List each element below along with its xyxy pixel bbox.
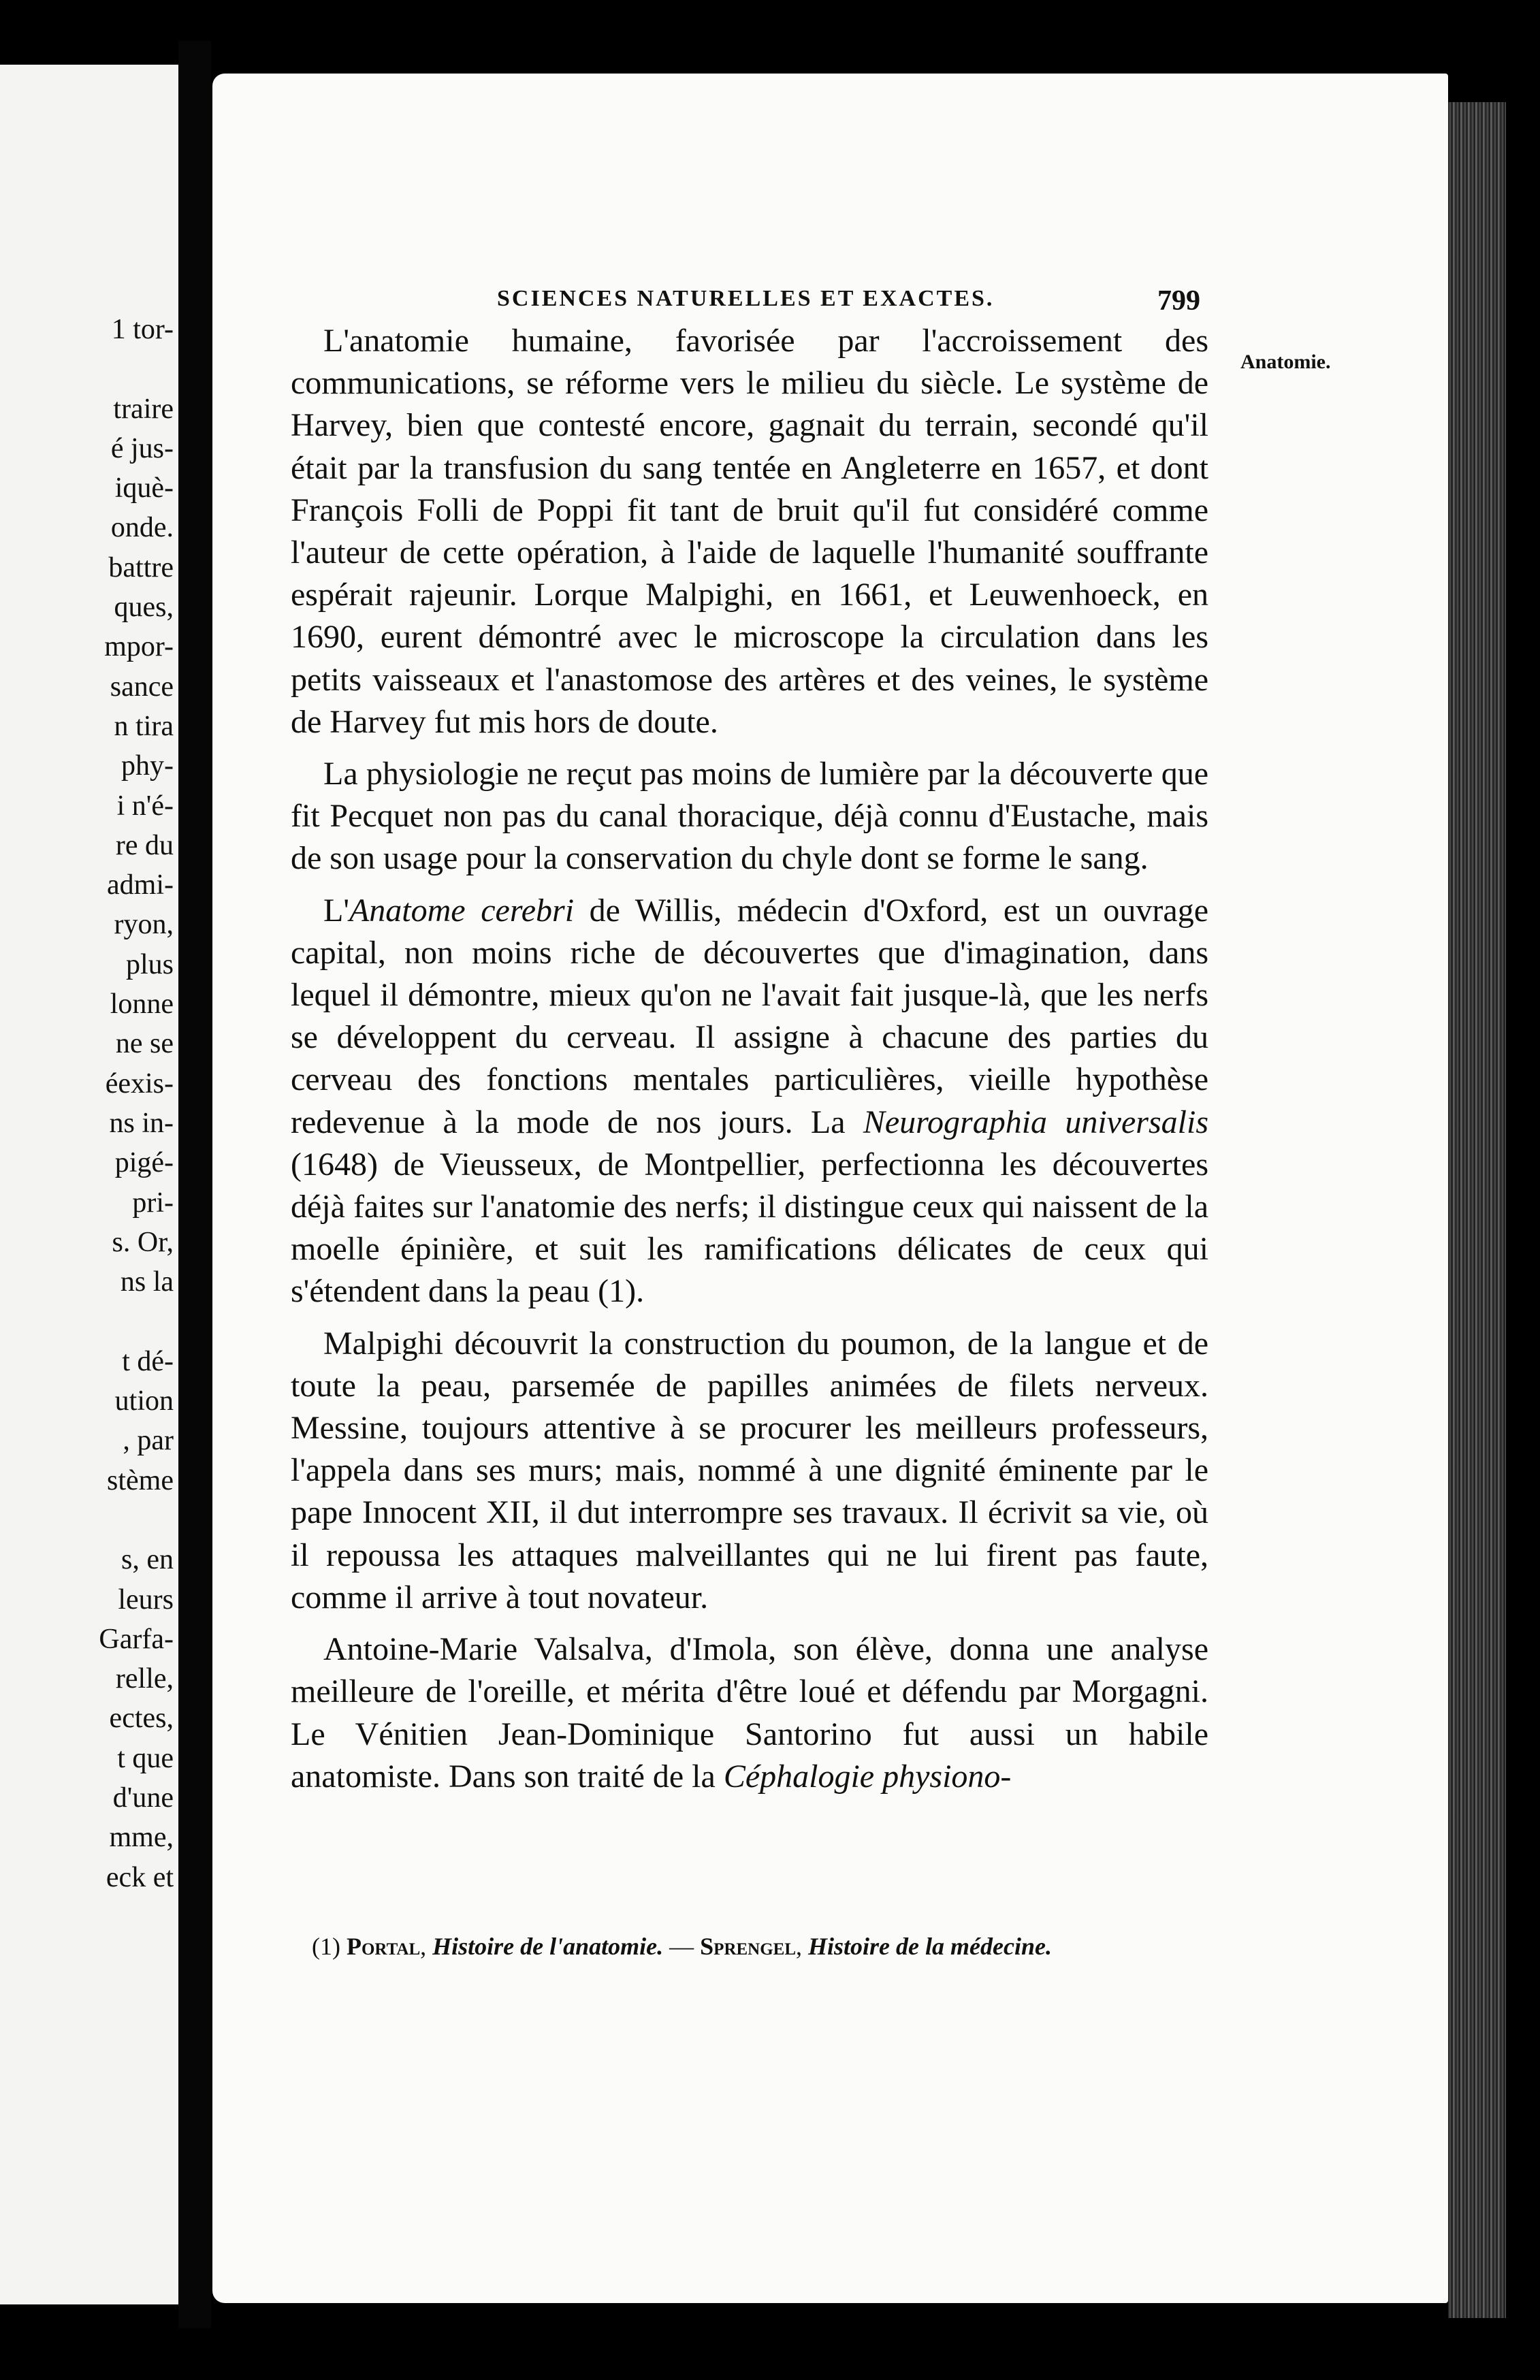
left-page-line: s, en	[121, 1544, 174, 1576]
p3-text-c: (1648) de Vieusseux, de Montpellier, perfectionna les découvertes déjà faites sur l'anatomie des nerfs; il distingue ceux qui naissent de la moelle épinière, et suit les ramifications délicates de ceux qui s'étendent dans la peau (1).	[291, 1146, 1208, 1310]
footnote-author-portal: Portal	[346, 1933, 421, 1960]
left-page-line: re du	[115, 829, 174, 861]
running-head: SCIENCES NATURELLES ET EXACTES.	[497, 286, 995, 311]
title-anatome-cerebri: Anatome cerebri	[349, 892, 575, 929]
left-page-line: relle,	[115, 1663, 174, 1695]
left-page-line: mpor-	[104, 631, 174, 663]
footnote-title-1: Histoire de l'anatomie.	[432, 1933, 664, 1960]
paragraph-3	[291, 890, 1208, 1313]
footnote-author-sprengel: Sprengel	[700, 1933, 797, 1960]
footnote-sep-1: ,	[420, 1933, 433, 1960]
page-number: 799	[1157, 285, 1200, 317]
left-page-line: t dé-	[122, 1345, 174, 1377]
left-page-line: battre	[108, 551, 174, 583]
p5-text-a: Antoine-Marie Valsalva, d'Imola, son élève, donna une analyse meilleure de l'oreille, et mérita d'être loué et défendu par Morgagni. Le Vénitien Jean-Dominique Santorino fut aussi un habile anatomiste. Dans son traité de la	[291, 1631, 1208, 1795]
left-page-line	[0, 1302, 174, 1341]
left-page-line: ution	[114, 1385, 174, 1417]
left-page-line	[0, 1500, 174, 1540]
footnote-title-2: Histoire de la médecine.	[808, 1933, 1052, 1960]
left-page-text	[0, 310, 174, 1897]
left-page-line: traire	[113, 393, 174, 425]
paragraph-1: L'anatomie humaine, favorisée par l'accroissement des communications, se réforme vers le milieu du siècle. Le système de Harvey, bien que contesté encore, gagnait du terrain, secondé qu'il était par la transfusion du sang tentée en Angleterre en 1657, et dont François Folli de Poppi fit tant de bruit qu'il fut considéré comme l'auteur de cette opération, à l'aide de laquelle l'humanité souffrante espérait rajeunir. Lorque Malpighi, en 1661, et Leuwenhoeck, en 1690, eurent démontré avec le microscope la circulation dans les petits vaisseaux et l'anastomose des artères et des veines, le système de Harvey fut mis hors de doute.	[291, 323, 1208, 740]
left-page-line: iquè-	[114, 472, 174, 504]
left-page-line: sance	[110, 671, 174, 703]
left-page-line: phy-	[121, 750, 174, 782]
left-page-line: lonne	[110, 988, 174, 1020]
left-page-line: 1 tor-	[111, 314, 174, 345]
left-page	[0, 65, 178, 2304]
left-page-line: ques,	[114, 592, 174, 624]
left-page-line: Garfa-	[99, 1623, 174, 1655]
title-neurographia: Neurographia universalis	[863, 1104, 1209, 1140]
left-page-line: i n'é-	[116, 790, 174, 822]
footnote-sep-2: ,	[796, 1933, 809, 1960]
left-page-line: pri-	[132, 1187, 174, 1219]
left-page-line: n tira	[114, 710, 174, 742]
p3-text-a: L'	[323, 892, 349, 929]
paragraph-2: La physiologie ne reçut pas moins de lumière par la découverte que fit Pecquet non pas du canal thoracique, déjà connu d'Eustache, mais de son usage pour la conservation du chyle dont se forme le sang.	[291, 756, 1208, 877]
left-page-line: , par	[123, 1425, 174, 1457]
left-page-line: d'une	[112, 1782, 174, 1814]
title-cephalogie: Céphalogie physiono-	[723, 1758, 1012, 1795]
left-page-line: ectes,	[109, 1703, 174, 1735]
footnote-marker: (1)	[312, 1933, 347, 1960]
left-page-line: eck et	[106, 1861, 174, 1893]
paragraph-5	[291, 1628, 1208, 1798]
margin-note: Anatomie.	[1240, 351, 1331, 373]
left-page-line: s. Or,	[112, 1226, 174, 1258]
footnote	[293, 1930, 1205, 1963]
left-page-line: plus	[125, 948, 174, 980]
left-page-line: leurs	[118, 1583, 174, 1615]
left-page-line: éexis-	[105, 1067, 174, 1099]
body-text	[291, 320, 1208, 1807]
left-page-line: mme,	[109, 1822, 174, 1854]
left-page-line: onde.	[110, 512, 174, 544]
page-edge	[1448, 102, 1506, 2318]
left-page-line	[0, 349, 174, 389]
left-page-line: t que	[117, 1742, 174, 1774]
left-page-line: pigé-	[114, 1147, 174, 1179]
left-page-line: admi-	[107, 869, 174, 901]
book-spine	[178, 41, 211, 2328]
p3-text-b: de Willis, médecin d'Oxford, est un ouvrage capital, non moins riche de découvertes que d'imagination, dans lequel il démontre, mieux qu'on ne l'avait fait jusque-là, que les nerfs se développent du cerveau. Il assigne à chacune des parties du cerveau des fonctions mentales particulières, vieille hypothèse redevenue à la mode de nos jours. La	[291, 892, 1209, 1140]
left-page-line: ne se	[115, 1028, 174, 1060]
left-page-line: stème	[107, 1464, 174, 1496]
left-page-line: ns in-	[109, 1107, 174, 1139]
left-page-line: é jus-	[110, 432, 174, 464]
paragraph-4: Malpighi découvrit la construction du poumon, de la langue et de toute la peau, parsemée de papilles animées de filets nerveux. Messine, toujours attentive à se procurer les meilleurs professeurs, l'appela dans ses murs; mais, nommé à une dignité éminente par le pape Innocent XII, il dut interrompre ses travaux. Il écrivit sa vie, où il repoussa les attaques malveillantes qui ne lui firent pas faute, comme il arrive à tout novateur.	[291, 1325, 1208, 1615]
left-page-line: ryon,	[114, 909, 174, 941]
footnote-dash: —	[663, 1933, 701, 1960]
left-page-line: ns la	[120, 1266, 174, 1298]
